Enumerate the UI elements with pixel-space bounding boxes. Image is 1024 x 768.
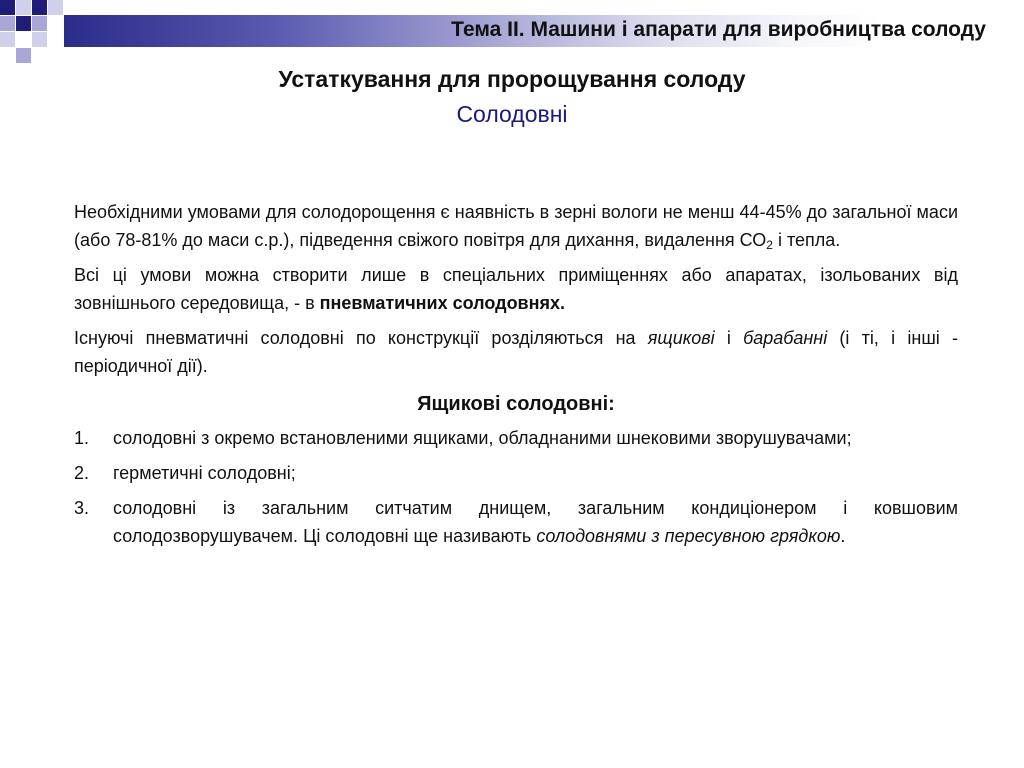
paragraph-text: і тепла.	[772, 230, 841, 250]
italic-term: солодовнями з пересувною грядкою	[536, 526, 841, 546]
decor-square	[0, 32, 15, 47]
decor-square	[16, 48, 31, 63]
italic-term: ящикові	[647, 328, 715, 348]
list-item	[74, 424, 958, 452]
list-number: 3.	[74, 498, 90, 518]
subscript: 2	[766, 238, 773, 252]
list-item-text: герметичні солодовні;	[113, 463, 296, 483]
paragraph-types	[74, 324, 958, 380]
decor-square	[0, 0, 15, 15]
decor-square	[32, 16, 47, 31]
decor-square	[0, 16, 15, 31]
list-item-text: солодовні із загальним ситчатим днищем, загальним кондиціонером і ковшовим солодозворушувачем. Ці солодовні ще називають	[113, 498, 958, 546]
slide-subtitle: Солодовні	[456, 101, 568, 127]
slide-body	[74, 198, 958, 557]
paragraph-pneumatic	[74, 261, 958, 317]
list-number: 2.	[74, 463, 90, 483]
paragraph-text: Існуючі пневматичні солодовні по конструкції розділяються на	[74, 328, 648, 348]
decor-square	[48, 0, 63, 15]
header-title: Тема ІІ. Машини і апарати для виробництва солоду	[451, 18, 986, 41]
italic-term: барабанні	[743, 328, 828, 348]
paragraph-text: Необхідними умовами для солодорощення є наявність в зерні вологи не менш 44-45% до загальної маси (або 78-81% до маси с.р.), підведення свіжого повітря для дихання, видалення СО	[74, 202, 958, 250]
slide-title: Устаткування для пророщування солоду	[278, 66, 746, 92]
paragraph-text: (і ті, і інші - періодичної дії).	[74, 328, 958, 376]
decor-square	[32, 32, 47, 47]
section-heading: Ящикові солодовні:	[417, 393, 615, 415]
list-item	[74, 459, 958, 487]
list-item-text: солодовні з окремо встановленими ящиками, обладнаними шнековими зворушувачами;	[113, 428, 852, 448]
list-item-end: .	[840, 526, 846, 546]
paragraph-text: Всі ці умови можна створити лише в спеціальних приміщеннях або апаратах, ізольованих від зовнішнього середовища, - в	[74, 265, 958, 313]
list-number: 1.	[74, 428, 90, 448]
bold-term: пневматичних солодовнях.	[319, 293, 566, 313]
list-item	[74, 494, 958, 550]
decor-square	[16, 16, 31, 31]
paragraph-conditions	[74, 198, 958, 254]
decor-square	[32, 0, 47, 15]
paragraph-text: і	[714, 328, 744, 348]
decor-square	[16, 0, 31, 15]
